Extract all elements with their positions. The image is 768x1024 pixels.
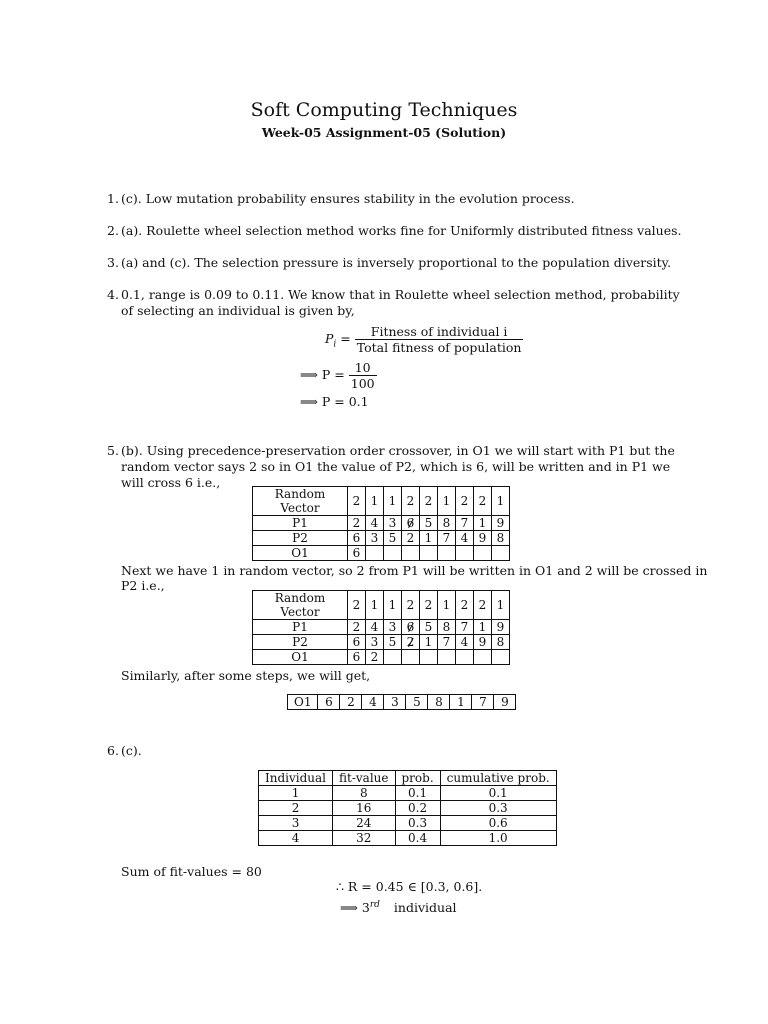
table-cell: 1 (474, 516, 492, 531)
table-cell: 2 (340, 695, 362, 710)
table-cell: 1 (384, 487, 402, 516)
table-cell: 9 (474, 635, 492, 650)
question-5 (107, 443, 682, 491)
table-cell (456, 546, 474, 561)
table-cell: 1 (420, 635, 438, 650)
table-row (259, 816, 557, 831)
ordinal-suffix: rd (369, 900, 380, 910)
answer-text: (a). Roulette wheel selection method works fine for Uniformly distributed fitness values. (121, 223, 682, 238)
table-row (253, 546, 510, 561)
table-cell (366, 546, 384, 561)
table-row (253, 591, 510, 620)
fraction-numerator: 10 (349, 360, 377, 376)
offspring-table (287, 694, 516, 710)
row-label: O1 (288, 695, 318, 710)
table-cell: 6 (318, 695, 340, 710)
table-row (288, 695, 516, 710)
row-label: P1 (253, 516, 348, 531)
row-label: P2 (253, 635, 348, 650)
table-cell: 2 (402, 531, 420, 546)
table-cell: 5 (406, 695, 428, 710)
question-number: 3. (107, 255, 119, 270)
fitness-table (258, 770, 557, 846)
table-cell: 7 (456, 516, 474, 531)
table-cell: 2 (402, 591, 420, 620)
equation-lhs: ⟹ P = (300, 367, 345, 382)
table-cell: 0.2 (395, 801, 440, 816)
table-cell (438, 546, 456, 561)
table-cell: 4 (259, 831, 333, 846)
table-cell: 0.4 (395, 831, 440, 846)
table-cell: 0.1 (395, 786, 440, 801)
page-subtitle: Week-05 Assignment-05 (Solution) (261, 125, 507, 140)
table-cell: 2 (348, 516, 366, 531)
table-cell: 1 (492, 591, 510, 620)
table-cell: 2 (348, 591, 366, 620)
equation-probability: $P_i$ = $\frac{\text{Fitness of individual i}}{\text{Total fitness of population}}$ (325, 324, 522, 355)
table-cell (420, 650, 438, 665)
table-row (253, 620, 510, 635)
fraction (349, 360, 377, 391)
table-row (253, 650, 510, 665)
table-cell (492, 650, 510, 665)
implies-prefix: ⟹ 3 (340, 900, 370, 916)
table-cell: 4 (362, 695, 384, 710)
table-cell: 2 (348, 487, 366, 516)
table-cell: 1 (259, 786, 333, 801)
table-cell: 6 (348, 650, 366, 665)
row-label: P1 (253, 620, 348, 635)
table-cell: 5 (384, 531, 402, 546)
table-cell: 2 (474, 487, 492, 516)
crossover-table-2 (252, 590, 510, 665)
table-cell: 5 (420, 620, 438, 635)
table-cell: 8 (438, 620, 456, 635)
table-cell: 6 (348, 531, 366, 546)
table-cell: 8 (438, 516, 456, 531)
table-row (253, 516, 510, 531)
table-cell: 0.1 (440, 786, 556, 801)
answer-text: Next we have 1 in random vector, so 2 from P1 will be written in O1 and 2 will be crossed in P2 i.e., (121, 563, 708, 593)
table-cell: 8 (492, 635, 510, 650)
table-cell: 2 (420, 487, 438, 516)
table-cell: 4 (366, 516, 384, 531)
column-header: Individual (259, 771, 333, 786)
table-cell: 2 (474, 591, 492, 620)
table-cell: 8 (428, 695, 450, 710)
equation-lhs: P (325, 331, 334, 346)
table-cell: 3 (384, 695, 406, 710)
table-cell: 2 (366, 650, 384, 665)
fraction-denominator: 100 (350, 376, 375, 391)
fraction-denominator: Total fitness of population (356, 340, 522, 355)
table-row (259, 801, 557, 816)
selected-individual-text (340, 900, 457, 915)
table-cell: 4 (456, 635, 474, 650)
row-label: Random Vector (253, 591, 348, 620)
table-cell (384, 650, 402, 665)
row-label: Random Vector (253, 487, 348, 516)
table-cell: 1 (438, 591, 456, 620)
table-cell: 6 (402, 620, 420, 635)
table-cell: 7 (438, 635, 456, 650)
table-cell: 5 (384, 635, 402, 650)
table-cell: 32 (333, 831, 395, 846)
question-1 (107, 191, 682, 207)
table-cell: 1 (492, 487, 510, 516)
table-cell: 0.3 (440, 801, 556, 816)
question-number: 2. (107, 223, 119, 238)
table-cell: 3 (384, 516, 402, 531)
table-cell (384, 546, 402, 561)
page-title: Soft Computing Techniques (250, 99, 518, 121)
table-cell: 3 (259, 816, 333, 831)
table-cell: 16 (333, 801, 395, 816)
equation-subscript: i (333, 339, 337, 350)
table-cell: 2 (402, 487, 420, 516)
table-cell: 1 (450, 695, 472, 710)
table-cell: 6 (402, 516, 420, 531)
question-6 (107, 743, 682, 759)
table-cell (402, 546, 420, 561)
table-cell: 7 (472, 695, 494, 710)
fraction-numerator: Fitness of individual i (355, 324, 524, 340)
table-cell: 1 (366, 487, 384, 516)
equation-result: ⟹ P = 0.1 (300, 394, 369, 409)
table-cell (420, 546, 438, 561)
table-cell (402, 650, 420, 665)
table-cell: 9 (474, 531, 492, 546)
row-label: P2 (253, 531, 348, 546)
table-row (253, 635, 510, 650)
column-header: cumulative prob. (440, 771, 556, 786)
table-cell: 6 (348, 635, 366, 650)
table-cell: 9 (492, 516, 510, 531)
table-cell (438, 650, 456, 665)
question-number: 5. (107, 443, 119, 458)
table-cell (492, 546, 510, 561)
question-number: 6. (107, 743, 119, 758)
answer-text: (a) and (c). The selection pressure is inversely proportional to the population diversity. (121, 255, 672, 270)
table-cell: 1 (366, 591, 384, 620)
table-cell: 3 (366, 531, 384, 546)
table-cell: 8 (333, 786, 395, 801)
table-cell (474, 650, 492, 665)
table-cell: 2 (456, 487, 474, 516)
table-cell (474, 546, 492, 561)
table-cell: 0.6 (440, 816, 556, 831)
table-cell: 0.3 (395, 816, 440, 831)
individual-label: individual (393, 900, 457, 916)
table-cell: 2 (402, 635, 420, 650)
question-4 (107, 287, 682, 319)
column-header: prob. (395, 771, 440, 786)
table-cell: 3 (384, 620, 402, 635)
table-cell: 5 (420, 516, 438, 531)
table-row (253, 487, 510, 516)
header-row (259, 771, 557, 786)
table-cell: 24 (333, 816, 395, 831)
row-label: O1 (253, 650, 348, 665)
table-cell: 2 (456, 591, 474, 620)
table-cell: 2 (259, 801, 333, 816)
answer-text: (c). Low mutation probability ensures stability in the evolution process. (121, 191, 575, 206)
table-row (253, 531, 510, 546)
table-cell: 4 (366, 620, 384, 635)
table-cell: 9 (494, 695, 516, 710)
table-cell: 4 (456, 531, 474, 546)
question-2 (107, 223, 682, 239)
table-cell: 3 (366, 635, 384, 650)
table-cell: 1 (384, 591, 402, 620)
table-cell: 8 (492, 531, 510, 546)
answer-text: 0.1, range is 0.09 to 0.11. We know that in Roulette wheel selection method, probability of selecting an individual is given by, (121, 287, 680, 318)
table-cell: 2 (348, 620, 366, 635)
table-cell: 6 (348, 546, 366, 561)
table-cell: 1.0 (440, 831, 556, 846)
table-row (259, 831, 557, 846)
column-header: fit-value (333, 771, 395, 786)
table-cell: 1 (438, 487, 456, 516)
crossover-table-1 (252, 486, 510, 561)
table-cell: 1 (474, 620, 492, 635)
answer-text: (b). Using precedence-preservation order crossover, in O1 we will start with P1 but the random vector says 2 so in O1 the value of P2, which is 6, will be written and in P1 we will cross 6 i.e., (121, 443, 675, 490)
table-cell (456, 650, 474, 665)
row-label: O1 (253, 546, 348, 561)
random-number-text: ∴ R = 0.45 ∈ [0.3, 0.6]. (336, 879, 483, 894)
table-cell: 7 (438, 531, 456, 546)
table-cell: 2 (420, 591, 438, 620)
equation-substitution (300, 360, 377, 391)
question-number: 4. (107, 287, 119, 302)
table-row (259, 786, 557, 801)
table-cell: 9 (492, 620, 510, 635)
answer-text: Similarly, after some steps, we will get, (121, 668, 371, 683)
table-cell: 1 (420, 531, 438, 546)
answer-text: (c). (121, 743, 142, 758)
question-3 (107, 255, 682, 271)
sum-text: Sum of fit-values = 80 (121, 864, 262, 879)
table-cell: 7 (456, 620, 474, 635)
fraction (355, 324, 524, 355)
question-number: 1. (107, 191, 119, 206)
